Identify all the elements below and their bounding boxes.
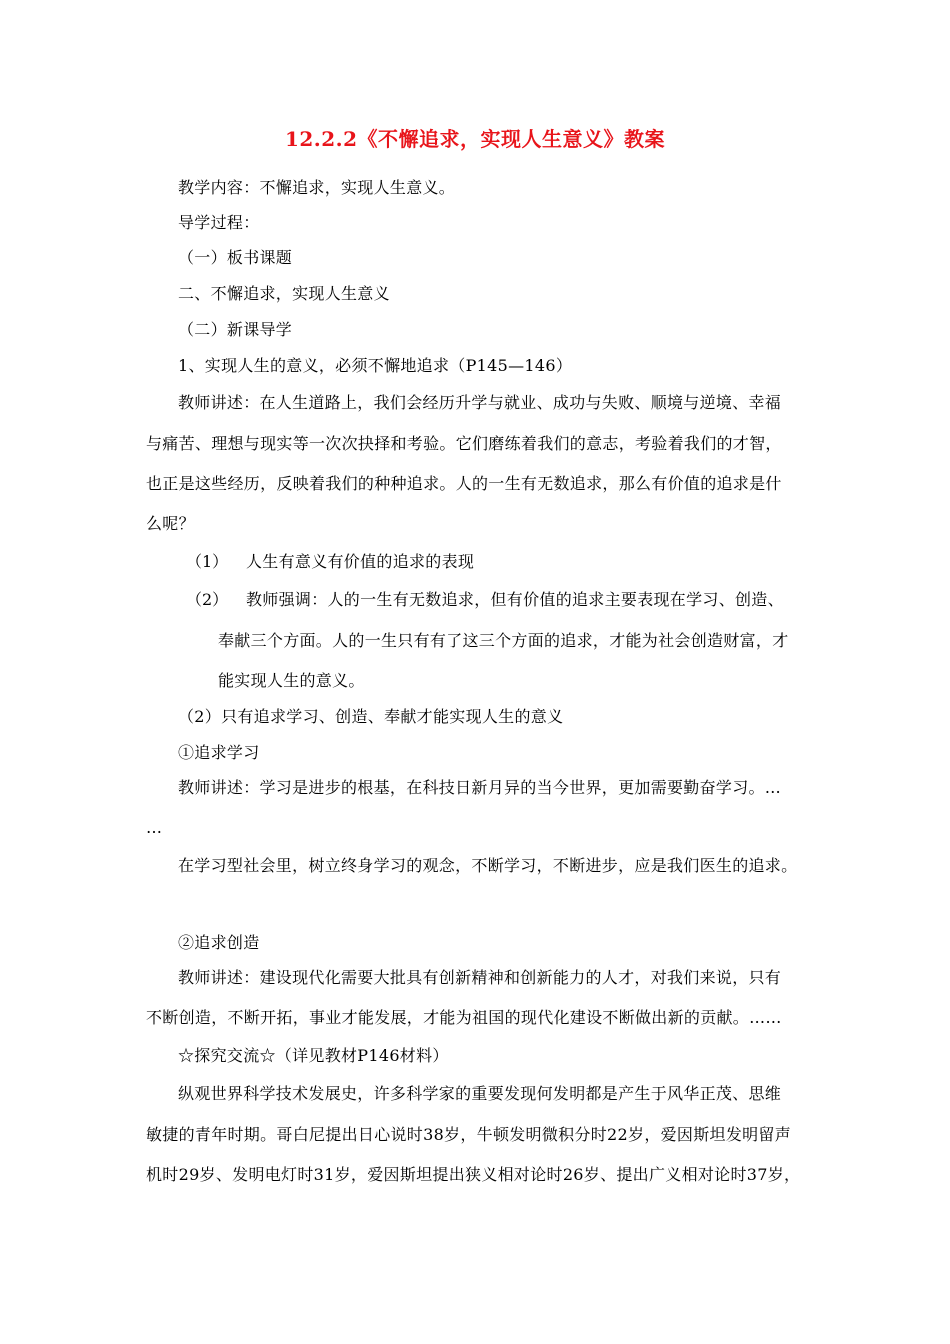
paragraph-line: 纵观世界科学技术发展史，许多科学家的重要发现何发明都是产生于风华正茂、思维: [178, 1084, 782, 1103]
document-title: 12.2.2《不懈追求，实现人生意义》教案: [284, 127, 666, 151]
paragraph-line: …: [146, 818, 163, 837]
paragraph-line: 导学过程：: [178, 213, 260, 232]
list-item-continuation: 奉献三个方面。人的一生只有有了这三个方面的追求，才能为社会创造财富，才: [218, 631, 789, 650]
paragraph-line: 么呢？: [146, 514, 195, 533]
paragraph-line: 不断创造，不断开拓，事业才能发展，才能为祖国的现代化建设不断做出新的贡献。……: [146, 1008, 782, 1027]
paragraph-line: （2）只有追求学习、创造、奉献才能实现人生的意义: [178, 707, 564, 726]
paragraph-line: ☆探究交流☆（详见教材P146材料）: [178, 1046, 449, 1065]
list-marker: （2）: [186, 590, 229, 609]
paragraph-line: 机时29岁、发明电灯时31岁，爱因斯坦提出狭义相对论时26岁、提出广义相对论时37岁，: [146, 1165, 801, 1184]
paragraph-line: 教师讲述：建设现代化需要大批具有创新精神和创新能力的人才，对我们来说，只有: [178, 968, 782, 987]
paragraph-line: 与痛苦、理想与现实等一次次抉择和考验。它们磨练着我们的意志，考验着我们的才智，: [146, 434, 782, 453]
list-item-continuation: 能实现人生的意义。: [218, 671, 365, 690]
paragraph-line: （一）板书课题: [178, 248, 293, 267]
paragraph-line: 在学习型社会里，树立终身学习的观念，不断学习，不断进步，应是我们医生的追求。: [178, 856, 798, 875]
list-item: 人生有意义有价值的追求的表现: [246, 552, 475, 571]
paragraph-line: 1、实现人生的意义，必须不懈地追求（P145—146）: [178, 356, 573, 375]
list-item: 教师强调：人的一生有无数追求，但有价值的追求主要表现在学习、创造、: [246, 590, 784, 609]
list-marker: （1）: [186, 552, 229, 571]
section-heading: 二、不懈追求，实现人生意义: [178, 284, 390, 303]
paragraph-line: 也正是这些经历，反映着我们的种种追求。人的一生有无数追求，那么有价值的追求是什: [146, 474, 782, 493]
subheading: ①追求学习: [178, 743, 260, 762]
paragraph-line: 敏捷的青年时期。哥白尼提出日心说时38岁，牛顿发明微积分时22岁，爱因斯坦发明留声: [146, 1125, 792, 1144]
paragraph-line: 教师讲述：学习是进步的根基，在科技日新月异的当今世界，更加需要勤奋学习。…: [178, 778, 782, 797]
paragraph-line: 教学内容：不懈追求，实现人生意义。: [178, 178, 456, 197]
subheading: ②追求创造: [178, 933, 260, 952]
paragraph-line: 教师讲述：在人生道路上，我们会经历升学与就业、成功与失败、顺境与逆境、幸福: [178, 393, 782, 412]
paragraph-line: （二）新课导学: [178, 320, 293, 339]
